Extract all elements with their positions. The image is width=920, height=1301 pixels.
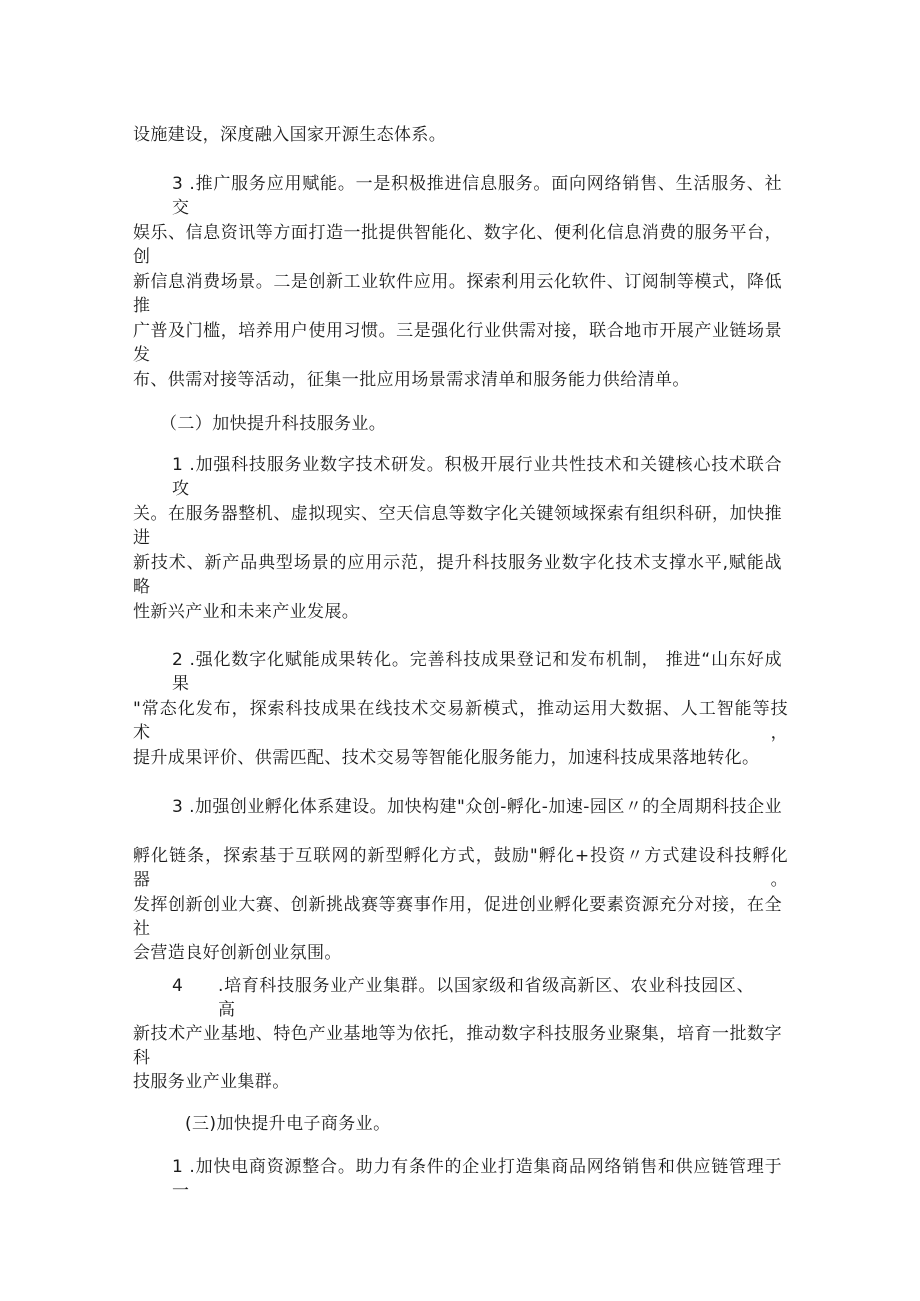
text-line: 会营造良好创新创业氛围。 (133, 943, 342, 963)
text-line: 发挥创新创业大赛、创新挑战赛等赛事作用，促进创业孵化要素资源充分对接，在全社 (133, 895, 782, 939)
text-line: 娱乐、信息资讯等方面打造一批提供智能化、数字化、便利化信息消费的服务平台，创 (133, 223, 782, 267)
text-line: 新技术、新产品典型场景的应用示范，提升科技服务业数字化技术支撑水平,赋能战略 (133, 553, 782, 597)
text-line: 新技术产业基地、特色产业基地等为依托，推动数字科技服务业聚集，培育一批数字科 (133, 1024, 782, 1068)
list-number: 4 (172, 976, 184, 996)
section-heading: （二）加快提升科技服务业。 (160, 414, 387, 434)
text-line: 技服务业产业集群。 (133, 1072, 290, 1092)
section-heading: (三)加快提升电子商务业。 (185, 1114, 391, 1134)
text-line: .培育科技服务业产业集群。以国家级和省级高新区、农业科技园区、高 (218, 976, 754, 1020)
text-line: 提升成果评价、供需匹配、技术交易等智能化服务能力，加速科技成果落地转化。 (133, 748, 760, 768)
text-line: 布、供需对接等活动，征集一批应用场景需求清单和服务能力供给清单。 (133, 370, 690, 390)
text-line: 1 .加强科技服务业数字技术研发。积极开展行业共性技术和关键核心技术联合攻 (172, 455, 782, 499)
text-line: 孵化链条，探索基于互联网的新型孵化方式，鼓励"孵化+投资〃方式建设科技孵化器。 (133, 846, 788, 890)
text-line: 3 .加强创业孵化体系建设。加快构建"众创-孵化-加速-园区〃的全周期科技企业 (172, 797, 782, 817)
text-line: 1 .加快电商资源整合。助力有条件的企业打造集商品网络销售和供应链管理于一 (172, 1157, 782, 1201)
text-line: 性新兴产业和未来产业发展。 (133, 602, 360, 622)
text-line: 关。在服务器整机、虚拟现实、空天信息等数字化关键领域探索有组织科研，加快推进 (133, 504, 782, 548)
text-line: 广普及门槛，培养用户使用习惯。三是强化行业供需对接，联合地市开展产业链场景发 (133, 321, 782, 365)
text-line: 2 .强化数字化赋能成果转化。完善科技成果登记和发布机制， 推进“山东好成果 (172, 650, 782, 694)
text-line: 3 .推广服务应用赋能。一是积极推进信息服务。面向网络销售、生活服务、社交 (172, 174, 782, 218)
text-line: 设施建设，深度融入国家开源生态体系。 (133, 125, 447, 145)
text-line: 新信息消费场景。二是创新工业软件应用。探索利用云化软件、订阅制等模式，降低推 (133, 272, 782, 316)
text-line: "常态化发布，探索科技成果在线技术交易新模式，推动运用大数据、人工智能等技术， (133, 699, 788, 743)
